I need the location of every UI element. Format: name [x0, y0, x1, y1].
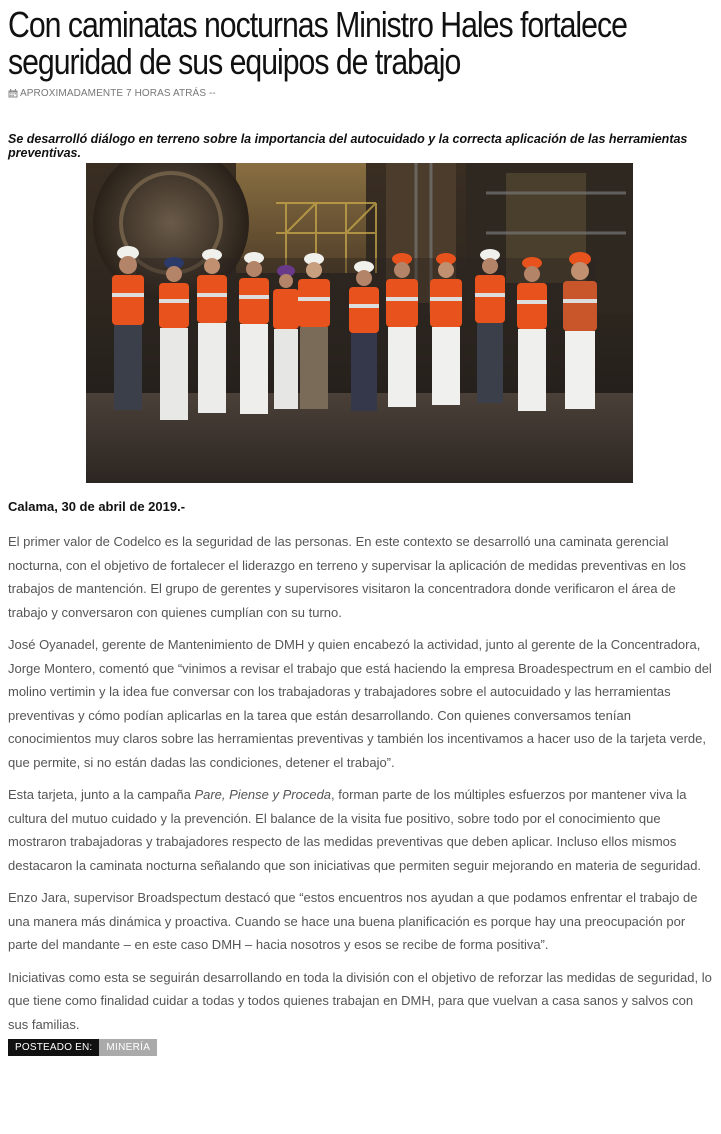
article-lead: Se desarrolló diálogo en terreno sobre la importancia del autocuidado y la correcta aplicación de las herramientas preventivas.	[8, 132, 688, 160]
paragraph-3-start: Esta tarjeta, junto a la campaña	[8, 787, 195, 802]
paragraph-2: José Oyanadel, gerente de Mantenimiento de DMH y quien encabezó la actividad, junto al gerente de la Concentradora, Jorge Montero, comentó que “vinimos a revisar el trabajo que está haciendo la empresa Broadespectrum en el cambio del molino vertimin y la idea fue conversar con los trabajadoras y trabajadores sobre el autocuidado y las herramientas preventivas y cómo podían aplicarlas en la tarea que están desarrollando. Con quienes conversamos tenían conocimientos muy claros sobre las herramientas preventivas y también los incentivamos a hacer uso de la tarjeta verde, que permite, si no están dadas las condiciones, detener el trabajo”.	[8, 637, 712, 770]
paragraph-3-end: , forman parte de los múltiples esfuerzos por mantener viva la cultura del mutuo cuidado y la prevención. El balance de la visita fue positivo, sobre todo por el conocimiento que mostraron trabajadoras y trabajadores respecto de las medidas preventivas que deben aplicar. Incluso ellos mismos destacaron la caminata nocturna señalando que son iniciativas que permiten seguir mejorando en materia de seguridad.	[8, 787, 702, 873]
article-timestamp: APROXIMADAMENTE 7 HORAS ATRÁS --	[20, 88, 216, 99]
category-link-mineria[interactable]: MINERÍA	[99, 1039, 157, 1056]
paragraph-1: El primer valor de Codelco es la seguridad de las personas. En este contexto se desarrolló una caminata gerencial nocturna, con el objetivo de fortalecer el liderazgo en terreno y supervisar la aplicación de medidas preventivas en los trabajos de mantención. El grupo de gerentes y supervisores visitaron la concentradora donde verificaron el área de trabajo y conversaron con quienes cumplían con su turno.	[8, 534, 686, 620]
campaign-name: Pare, Piense y Proceda	[194, 787, 332, 802]
post-tags	[8, 1039, 157, 1056]
article-body	[8, 530, 714, 1045]
article-dateline: Calama, 30 de abril de 2019.-	[8, 499, 186, 514]
paragraph-3	[8, 783, 714, 877]
posted-in-label: POSTEADO EN:	[8, 1039, 99, 1056]
article-meta	[8, 88, 216, 99]
article-title: Con caminatas nocturnas Ministro Hales fortalece seguridad de sus equipos de trabajo	[8, 4, 627, 82]
calendar-icon	[8, 89, 18, 98]
article-photo	[86, 163, 633, 483]
paragraph-4: Enzo Jara, supervisor Broadspectum destacó que “estos encuentros nos ayudan a que podamos enfrentar el trabajo de una manera más dinámica y proactiva. Cuando se hace una buena planificación es porque hay una preocupación por parte del mandante – en este caso DMH – hacia nosotros y esos se recibe de forma positiva”.	[8, 890, 698, 952]
paragraph-5: Iniciativas como esta se seguirán desarrollando en toda la división con el objetivo de reforzar las medidas de seguridad, lo que tiene como finalidad cuidar a todas y todos quienes trabajan en DMH, para que vuelvan a casa sanos y salvos con sus familias.	[8, 969, 712, 1032]
